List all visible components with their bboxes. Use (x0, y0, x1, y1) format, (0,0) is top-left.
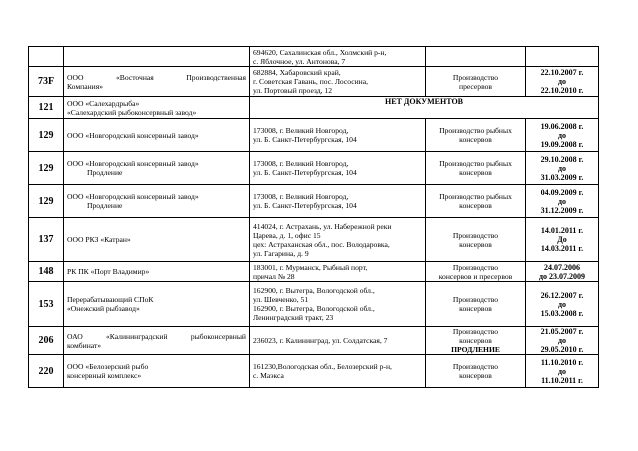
production-cell (426, 119, 526, 152)
cell-line: 29.05.2010 г. (540, 345, 584, 354)
production-cell (426, 282, 526, 327)
table-row (29, 97, 599, 119)
extension-note: Продление (87, 201, 123, 210)
cell-line: консервов (459, 371, 492, 380)
cell-line: Производство рыбных (439, 159, 512, 168)
row-number: 220 (29, 355, 64, 388)
address-cell (250, 185, 426, 218)
production-cell (426, 355, 526, 388)
production-cell (426, 262, 526, 282)
validity-dates-cell (526, 282, 599, 327)
cell-line: 14.01.2011 г. (540, 226, 584, 235)
validity-dates-cell (526, 47, 599, 67)
cell-line: ул. Б. Санкт-Петербургская, 104 (253, 168, 357, 177)
cell-line: комбинат» (67, 340, 102, 350)
address-cell (250, 152, 426, 185)
cell-line: ООО «Новгородский консервный завод» (67, 159, 199, 168)
table-row (29, 152, 599, 185)
cell-line: ООО «Восточная Производственная (67, 72, 246, 82)
cell-line: «Онежский рыбзавод» (67, 304, 140, 313)
cell-line: ул. Б. Санкт-Петербургская, 104 (253, 135, 357, 144)
cell-line: Производство рыбных (439, 192, 512, 201)
production-cell (426, 185, 526, 218)
validity-dates-cell (526, 355, 599, 388)
cell-line: до (557, 336, 567, 345)
row-number: 129 (29, 185, 64, 218)
cell-line: 183001, г. Мурманск, Рыбный порт, (253, 262, 368, 272)
validity-dates-cell (526, 185, 599, 218)
cell-line: Перерабатывающий СПоК (67, 295, 154, 304)
cell-line: 22.10.2007 г. (540, 68, 584, 77)
cell-line: пресервов (459, 81, 492, 91)
cell-line: консервов (459, 336, 492, 345)
cell-line: консервный комплекс» (67, 371, 142, 380)
cell-line: ООО «Новгородский консервный завод» (67, 192, 199, 201)
cell-line: с. Яблочное, ул. Антонова, 7 (253, 56, 346, 66)
cell-line: 414024, г. Астрахань, ул. Набережной реки (253, 221, 392, 231)
row-number: 137 (29, 218, 64, 262)
production-cell (426, 218, 526, 262)
cell-line: 19.06.2008 г. (540, 121, 584, 131)
address-cell (250, 119, 426, 152)
row-number: 129 (29, 119, 64, 152)
production-cell (426, 67, 526, 97)
registry-table (28, 46, 599, 388)
validity-dates-cell (526, 218, 599, 262)
cell-line: Производство (452, 262, 499, 272)
organization-cell (64, 327, 250, 355)
cell-line: 31.03.2009 г. (540, 172, 584, 182)
organization-cell (64, 262, 250, 282)
organization-cell (64, 67, 250, 97)
validity-dates-cell (526, 262, 599, 282)
cell-line: ул. Б. Санкт-Петербургская, 104 (253, 201, 357, 210)
cell-line: Производство (452, 295, 499, 304)
cell-line: причал № 28 (253, 271, 295, 281)
cell-line: ООО «Салехардрыба» (67, 98, 140, 108)
production-cell (426, 327, 526, 355)
row-number: 129 (29, 152, 64, 185)
cell-line: 173008, г. Великий Новгород, (253, 192, 349, 201)
cell-line: 694620, Сахалинская обл., Холмский р-н, (253, 47, 387, 57)
cell-line: 22.10.2010 г. (540, 86, 584, 95)
address-cell (250, 282, 426, 327)
cell-line: ООО «Белозерский рыбо (67, 362, 149, 371)
cell-line: до (557, 299, 567, 309)
cell-line: 161230,Вологодская обл., Белозерский р-н, (253, 362, 392, 371)
cell-line: ОАО «Калининградский рыбоконсервный (67, 331, 246, 341)
cell-line: Производство (452, 72, 499, 82)
address-cell (250, 262, 426, 282)
cell-line: Производство рыбных (439, 126, 512, 135)
cell-line: 162900, г. Вытегра, Вологодской обл., (253, 286, 375, 295)
cell-line: 24.07.2006 (544, 262, 580, 272)
cell-line: Производство (452, 327, 499, 336)
cell-line: до (557, 196, 567, 206)
production-cell (426, 152, 526, 185)
address-cell (250, 218, 426, 262)
validity-dates-cell (526, 327, 599, 355)
cell-line: до 23.07.2009 (538, 271, 586, 281)
cell-line: с. Маэкса (253, 371, 284, 380)
cell-line: консервов (459, 168, 492, 177)
table-row (29, 67, 599, 97)
organization-cell (64, 185, 250, 218)
row-number (29, 47, 64, 67)
cell-line: ул. Гагарина, д. 9 (253, 248, 309, 258)
table-row (29, 218, 599, 262)
cell-line: 173008, г. Великий Новгород, (253, 159, 349, 168)
cell-line: Ленинградский тракт, 23 (253, 313, 334, 322)
validity-dates-cell (526, 152, 599, 185)
row-number: 148 (29, 262, 64, 282)
table-row (29, 185, 599, 218)
cell-line: РК ПК «Порт Владимир» (67, 267, 150, 276)
cell-line: 21.05.2007 г. (540, 327, 584, 336)
address-cell (250, 327, 426, 355)
cell-line: ООО РКЗ «Катран» (67, 235, 131, 244)
cell-line: 29.10.2008 г. (540, 154, 584, 164)
address-cell (250, 47, 426, 67)
cell-line: 15.03.2008 г. (540, 308, 584, 318)
extension-note: ПРОДЛЕНИЕ (451, 345, 500, 354)
table-row (29, 262, 599, 282)
cell-line: до (557, 366, 567, 376)
cell-line: ул. Шевченко, 51 (253, 295, 309, 304)
cell-line: Производство (452, 362, 499, 371)
cell-line: 11.10.2010 г. (540, 357, 584, 367)
organization-cell (64, 119, 250, 152)
row-number: 153 (29, 282, 64, 327)
cell-line: 04.09.2009 г. (540, 187, 584, 197)
cell-line: до (557, 130, 567, 140)
validity-dates-cell (526, 67, 599, 97)
organization-cell (64, 355, 250, 388)
cell-line: 173008, г. Великий Новгород, (253, 126, 349, 135)
organization-cell (64, 97, 250, 119)
table-row (29, 119, 599, 152)
cell-line: консервов и пресервов (438, 271, 513, 281)
organization-cell (64, 282, 250, 327)
cell-line: До (557, 235, 567, 244)
cell-line: 162900, г. Вытегра, Вологодской обл., (253, 304, 375, 313)
row-number: 206 (29, 327, 64, 355)
cell-line: Компания» (67, 81, 103, 91)
cell-line: 11.10.2011 г. (541, 375, 583, 385)
cell-line: г. Советская Гавань, пос. Лососина, (253, 77, 368, 86)
cell-line: ул. Портовый проезд, 12 (253, 86, 333, 95)
table-row (29, 327, 599, 355)
table-row (29, 282, 599, 327)
registry-table-body (29, 47, 599, 388)
cell-line: Производство (452, 230, 499, 240)
cell-line: 31.12.2009 г. (540, 205, 584, 215)
cell-line: ООО «Новгородский консервный завод» (67, 130, 199, 140)
address-cell (250, 355, 426, 388)
cell-line: до (557, 163, 567, 173)
organization-cell (64, 218, 250, 262)
cell-line: консервов (459, 239, 492, 249)
cell-line: 19.09.2008 г. (540, 139, 584, 149)
cell-line: «Салехардский рыбоконсервный завод» (67, 107, 197, 117)
cell-line: цех: Астраханская обл., пос. Володаровка, (253, 239, 390, 249)
cell-line: консервов (459, 135, 492, 144)
cell-line: 682884, Хабаровский край, (253, 68, 341, 77)
address-cell (250, 67, 426, 97)
row-number: 73F (29, 67, 64, 97)
organization-cell (64, 47, 250, 67)
cell-line: 26.12.2007 г. (540, 290, 584, 300)
cell-line: 14.03.2011 г. (540, 244, 584, 253)
extension-note: Продление (87, 168, 123, 177)
cell-line: 236023, г. Калининград, ул. Солдатская, 7 (253, 336, 388, 345)
cell-line: консервов (459, 304, 492, 313)
validity-dates-cell (526, 119, 599, 152)
no-documents-cell: НЕТ ДОКУМЕНТОВ (250, 97, 599, 119)
organization-cell (64, 152, 250, 185)
table-row (29, 355, 599, 388)
cell-line: Царева, д. 1, офис 15 (253, 230, 321, 240)
row-number: 121 (29, 97, 64, 119)
cell-line: до (557, 77, 567, 86)
cell-line: консервов (459, 201, 492, 210)
production-cell (426, 47, 526, 67)
table-row (29, 47, 599, 67)
